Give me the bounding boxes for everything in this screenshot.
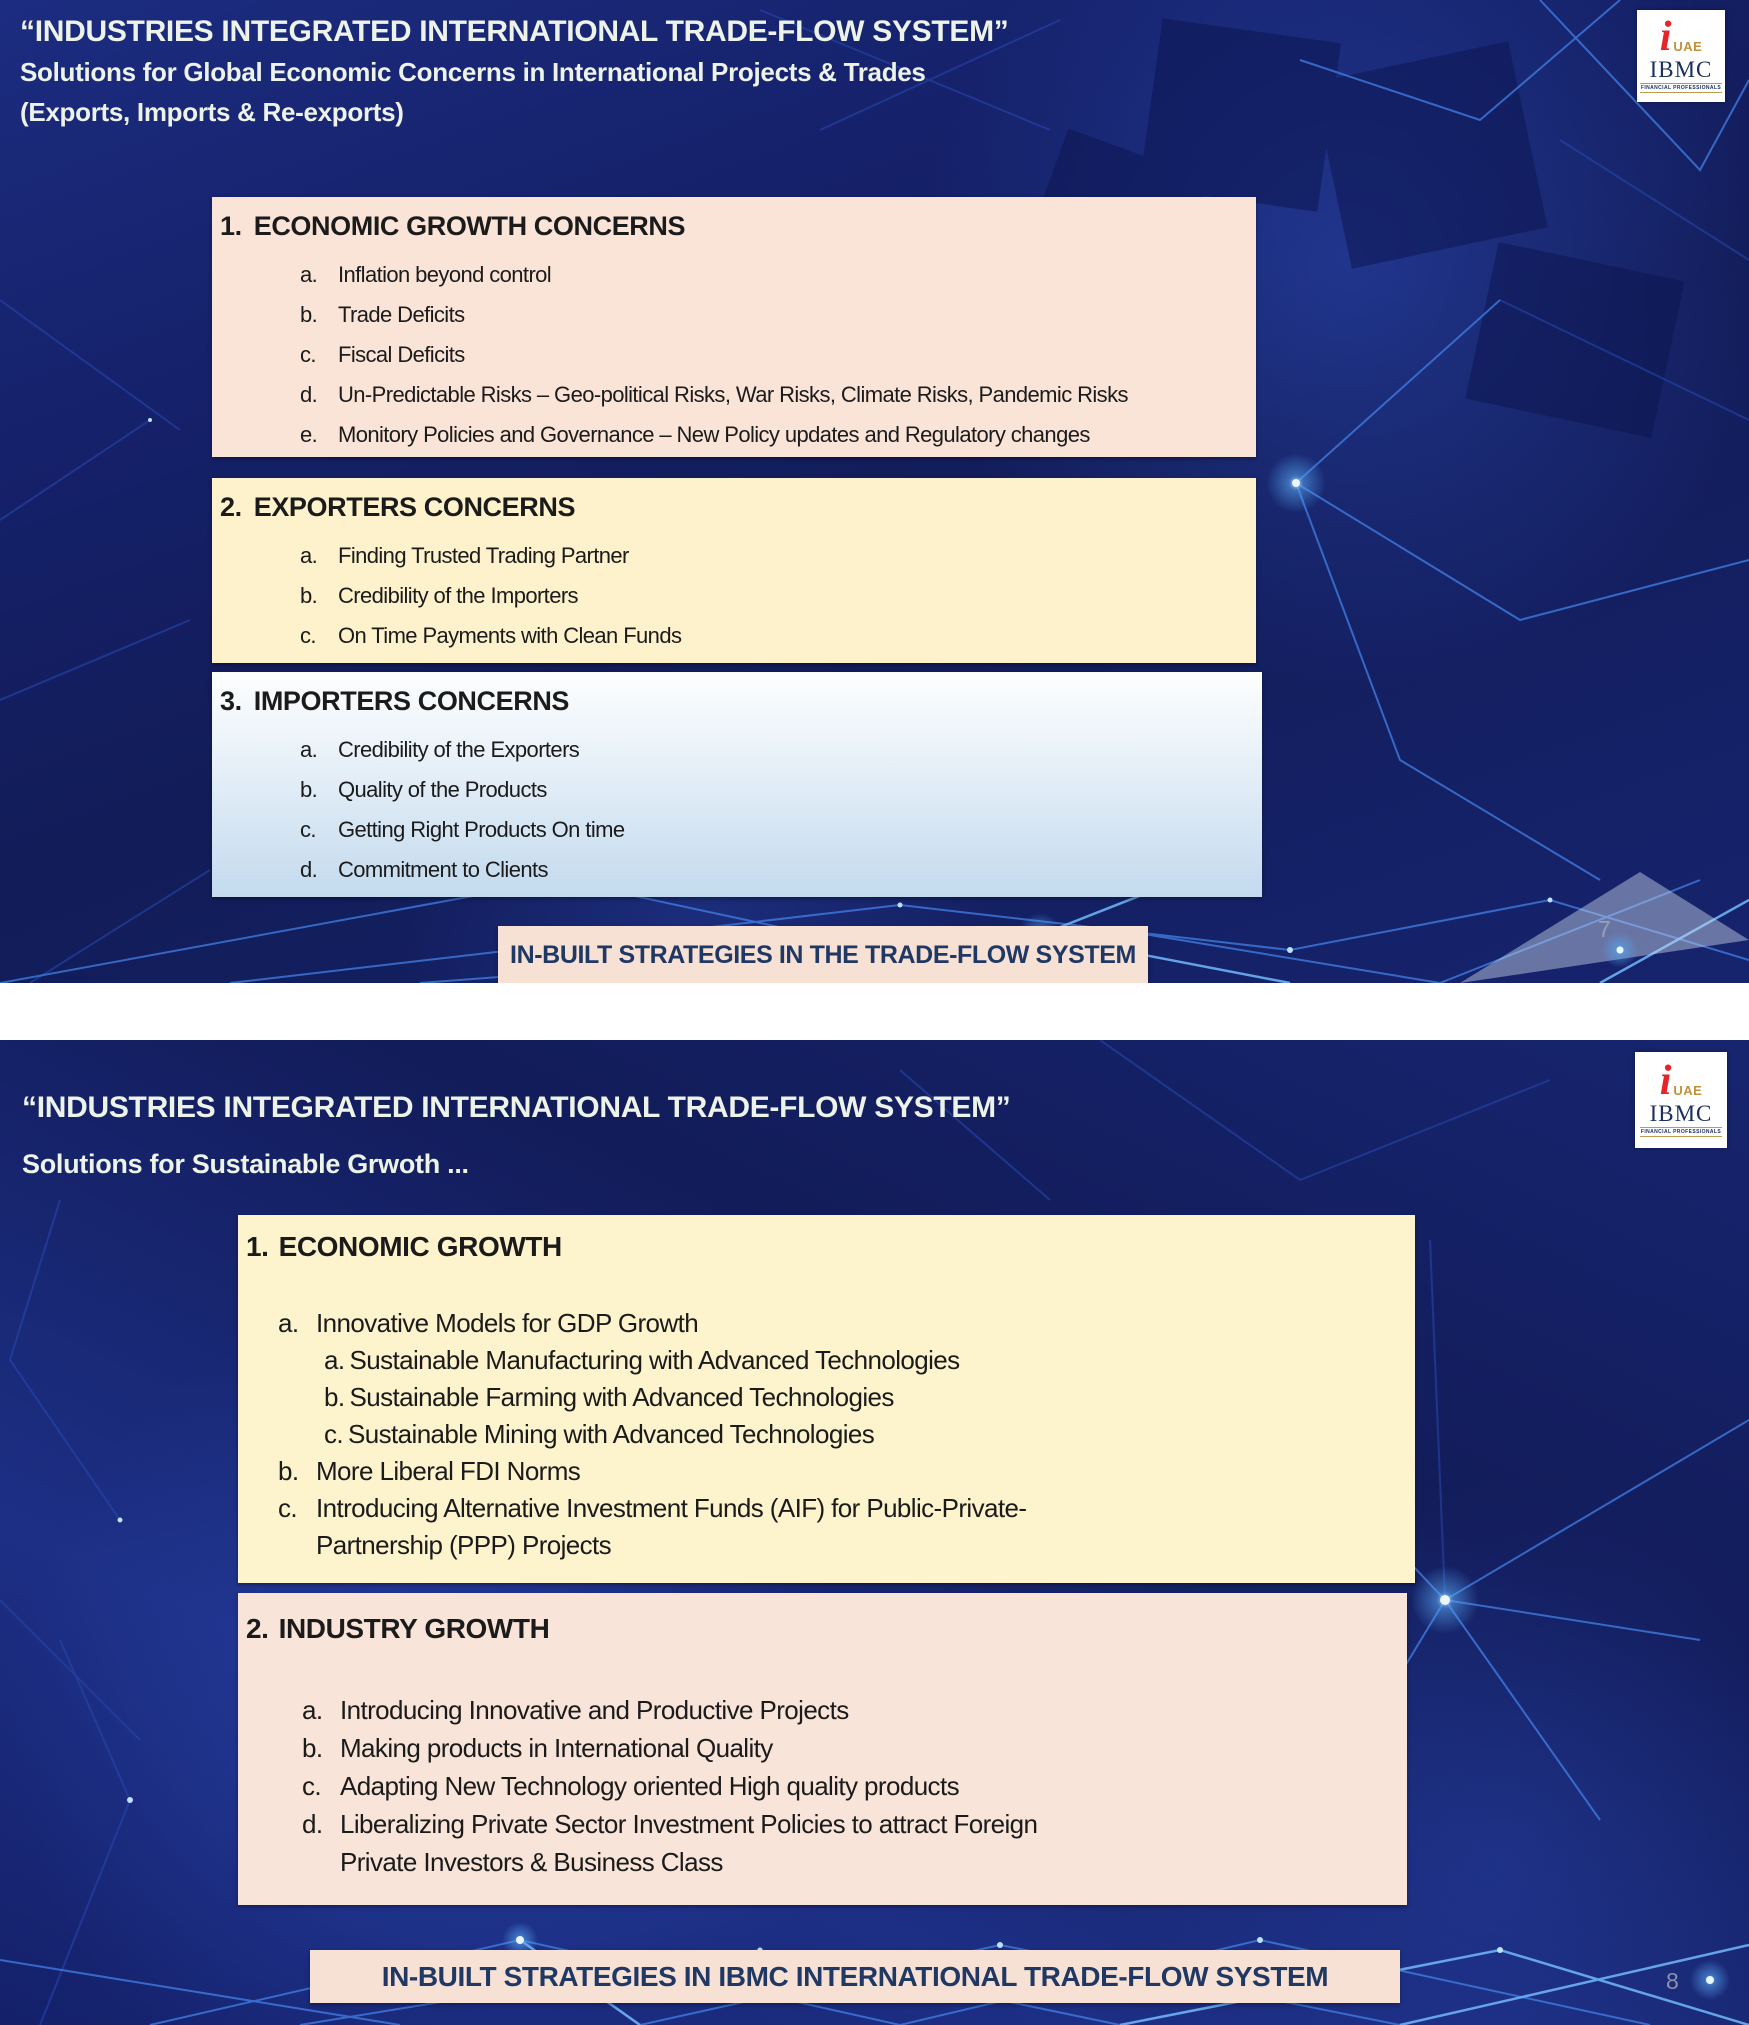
item-text: Sustainable Manufacturing with Advanced Technologies	[349, 1345, 960, 1375]
item-text: Making products in International Quality	[340, 1733, 773, 1763]
slide-subtitle: Solutions for Sustainable Grwoth ...	[22, 1149, 469, 1179]
item-text: Sustainable Mining with Advanced Technologies	[348, 1419, 875, 1449]
item-text: More Liberal FDI Norms	[316, 1456, 581, 1486]
inbuilt-strategies-banner: IN-BUILT STRATEGIES IN THE TRADE-FLOW SYSTEM	[498, 926, 1148, 983]
item-label: b.	[300, 302, 318, 327]
inbuilt-strategies-banner: IN-BUILT STRATEGIES IN IBMC INTERNATIONAL TRADE-FLOW SYSTEM	[310, 1950, 1400, 2003]
item-label: c.	[300, 342, 316, 367]
item-label: b.	[300, 583, 318, 608]
economic-growth-box	[238, 1215, 1415, 1583]
list-item	[278, 1490, 1415, 1564]
item-label: a.	[300, 262, 318, 287]
box-title: INDUSTRY GROWTH	[278, 1613, 550, 1644]
box-title: ECONOMIC GROWTH CONCERNS	[253, 211, 686, 241]
box-header	[212, 492, 1256, 522]
logo-region-label: UAE	[1673, 1082, 1703, 1098]
list-item	[300, 810, 1262, 850]
box-title: EXPORTERS CONCERNS	[253, 492, 576, 522]
item-label: d.	[300, 382, 318, 407]
list-item	[278, 1416, 1415, 1453]
slide-title-block	[22, 1088, 1011, 1184]
list-item	[278, 1305, 1415, 1342]
list-item	[302, 1767, 1407, 1805]
item-label: d.	[300, 857, 318, 882]
list-item	[278, 1379, 1415, 1416]
list-item	[300, 770, 1262, 810]
item-label: a.	[300, 737, 318, 762]
list-item	[300, 730, 1262, 770]
item-label: c.	[300, 623, 316, 648]
list-item	[300, 255, 1256, 295]
box-item-list	[238, 1305, 1415, 1564]
list-item	[300, 375, 1256, 415]
logo-name: IBMC	[1649, 56, 1713, 82]
item-text: Innovative Models for GDP Growth	[316, 1308, 699, 1338]
list-item	[300, 850, 1262, 890]
item-label: a.	[324, 1345, 345, 1375]
slide-7	[0, 0, 1749, 983]
list-item	[300, 415, 1256, 455]
box-item-list	[212, 255, 1256, 455]
list-item	[302, 1729, 1407, 1767]
box-number: 2.	[220, 492, 242, 522]
item-text: Adapting New Technology oriented High quality products	[340, 1771, 959, 1801]
slide-title: “INDUSTRIES INTEGRATED INTERNATIONAL TRADE-FLOW SYSTEM”	[20, 15, 1009, 48]
item-text: Credibility of the Importers	[338, 583, 578, 608]
box-header	[238, 1231, 1415, 1263]
logo-region-label: UAE	[1673, 38, 1703, 54]
importers-concerns-box	[212, 672, 1262, 897]
item-text: Finding Trusted Trading Partner	[338, 543, 629, 568]
item-text: Monitory Policies and Governance – New Policy updates and Regulatory changes	[338, 422, 1090, 447]
list-item	[300, 616, 1256, 656]
item-label: b.	[278, 1456, 299, 1486]
logo-i-glyph: i	[1659, 14, 1672, 61]
item-label: a.	[278, 1308, 299, 1338]
box-number: 1.	[220, 211, 242, 241]
item-text: Un-Predictable Risks – Geo-political Risks, War Risks, Climate Risks, Pandemic Risks	[338, 382, 1128, 407]
list-item	[302, 1805, 1407, 1881]
slide-gap	[0, 983, 1749, 1040]
item-text: Liberalizing Private Sector Investment Policies to attract Foreign Private Investors & Business Class	[340, 1809, 1038, 1877]
item-label: b.	[302, 1733, 323, 1763]
item-text: Fiscal Deficits	[338, 342, 465, 367]
box-header	[212, 686, 1262, 716]
item-label: c.	[324, 1419, 344, 1449]
item-label: c.	[278, 1493, 298, 1523]
box-item-list	[238, 1691, 1407, 1881]
box-item-list	[212, 730, 1262, 890]
slide-subtitle: Solutions for Global Economic Concerns in International Projects & Trades	[20, 57, 926, 87]
page-number: 8	[1666, 1968, 1679, 1994]
list-item	[300, 576, 1256, 616]
item-text: Quality of the Products	[338, 777, 547, 802]
list-item	[300, 295, 1256, 335]
item-label: e.	[300, 422, 318, 447]
list-item	[278, 1453, 1415, 1490]
item-text: Getting Right Products On time	[338, 817, 625, 842]
logo-name: IBMC	[1649, 1100, 1713, 1126]
item-text: Introducing Innovative and Productive Projects	[340, 1695, 849, 1725]
item-text: Commitment to Clients	[338, 857, 548, 882]
ibmc-logo	[1635, 1052, 1727, 1148]
item-label: c.	[300, 817, 316, 842]
slide-8	[0, 1040, 1749, 2025]
item-label: b.	[300, 777, 318, 802]
box-title: IMPORTERS CONCERNS	[253, 686, 570, 716]
page-number: 7	[1598, 916, 1611, 942]
slide-title: “INDUSTRIES INTEGRATED INTERNATIONAL TRADE-FLOW SYSTEM”	[22, 1091, 1011, 1124]
item-label: a.	[300, 543, 318, 568]
item-label: d.	[302, 1809, 323, 1839]
slide-subtitle-2: (Exports, Imports & Re-exports)	[20, 97, 404, 127]
box-number: 1.	[246, 1231, 269, 1262]
item-label: b.	[324, 1382, 345, 1412]
item-text: Credibility of the Exporters	[338, 737, 580, 762]
box-item-list	[212, 536, 1256, 656]
item-text: Introducing Alternative Investment Funds (AIF) for Public-Private- Partnership (PPP) Projects	[316, 1493, 1027, 1560]
industry-growth-box	[238, 1593, 1407, 1905]
ibmc-logo	[1637, 10, 1725, 102]
item-text: Trade Deficits	[338, 302, 465, 327]
list-item	[278, 1342, 1415, 1379]
box-number: 2.	[246, 1613, 269, 1644]
list-item	[300, 335, 1256, 375]
slide-title-block	[20, 12, 1009, 132]
logo-mark	[1659, 1058, 1703, 1105]
box-number: 3.	[220, 686, 242, 716]
item-label: c.	[302, 1771, 322, 1801]
item-text: On Time Payments with Clean Funds	[338, 623, 682, 648]
economic-growth-concerns-box	[212, 197, 1256, 457]
logo-tagline: FINANCIAL PROFESSIONALS	[1640, 1128, 1722, 1135]
list-item	[300, 536, 1256, 576]
box-header	[212, 211, 1256, 241]
exporters-concerns-box	[212, 478, 1256, 663]
box-header	[238, 1613, 1407, 1645]
box-title: ECONOMIC GROWTH	[278, 1231, 562, 1262]
logo-mark	[1659, 14, 1703, 61]
item-label: a.	[302, 1695, 323, 1725]
item-text: Sustainable Farming with Advanced Technologies	[349, 1382, 894, 1412]
list-item	[302, 1691, 1407, 1729]
item-text: Inflation beyond control	[338, 262, 552, 287]
logo-i-glyph: i	[1659, 1058, 1672, 1105]
logo-tagline: FINANCIAL PROFESSIONALS	[1640, 84, 1722, 91]
